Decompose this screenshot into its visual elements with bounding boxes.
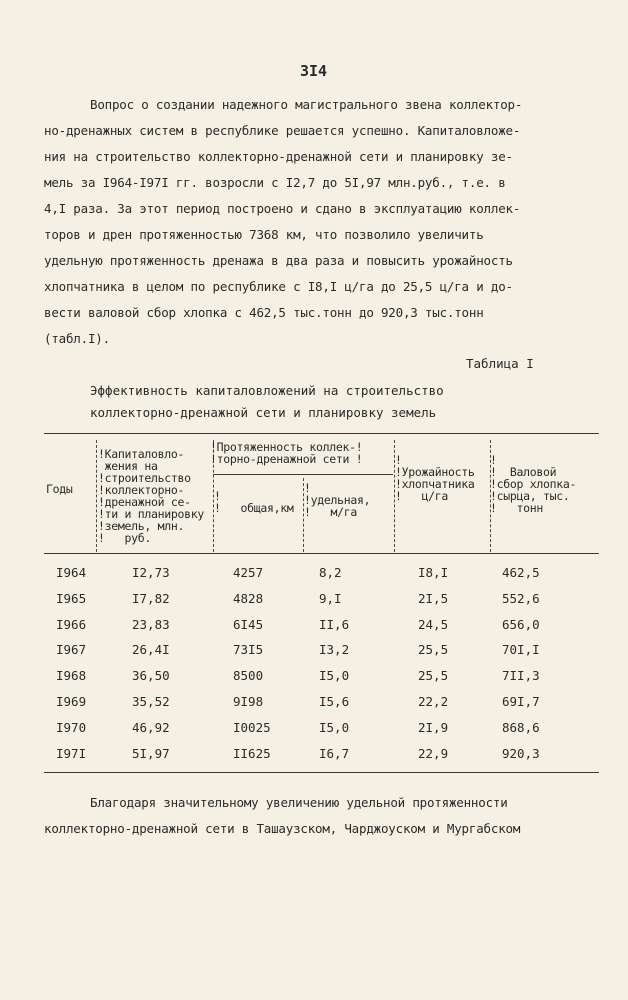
page-number: 3I4 — [300, 62, 328, 80]
cell-specific: I5,0 — [319, 668, 350, 683]
table-title-line: коллекторно-дренажной сети и планировку земель — [90, 405, 437, 420]
cell-capital: I7,82 — [132, 591, 170, 606]
cell-specific: I5,6 — [319, 694, 350, 709]
cell-yield: 2I,9 — [418, 720, 449, 735]
header-length-specific: ! !удельная, ! м/га — [304, 481, 371, 519]
cell-year: I97I — [56, 746, 87, 761]
table-row — [44, 591, 599, 616]
cell-gross: 552,6 — [502, 591, 540, 606]
intro-paragraph — [44, 92, 604, 352]
closing-paragraph — [44, 790, 604, 842]
cell-capital: 36,50 — [132, 668, 170, 683]
table-row — [44, 668, 599, 693]
cell-gross: 70I,I — [502, 642, 540, 657]
paragraph-line: ния на строительство коллекторно-дренажной сети и планировку зе- — [44, 149, 513, 164]
cell-yield: 2I,5 — [418, 591, 449, 606]
cell-gross: 656,0 — [502, 617, 540, 632]
paragraph-line: 4,I раза. За этот период построено и сдано в эксплуатацию коллек- — [44, 201, 521, 216]
cell-gross: 868,6 — [502, 720, 540, 735]
cell-total-km: II625 — [233, 746, 271, 761]
column-separator — [96, 440, 97, 552]
table-header-rule — [44, 553, 599, 554]
cell-total-km: I0025 — [233, 720, 271, 735]
table-row — [44, 746, 599, 771]
cell-year: I970 — [56, 720, 87, 735]
table-number-label: Таблица I — [466, 356, 534, 371]
cell-capital: 46,92 — [132, 720, 170, 735]
cell-yield: 24,5 — [418, 617, 449, 632]
table-row — [44, 720, 599, 745]
header-yield: ! !Урожайность !хлопчатника ! ц/га — [395, 453, 475, 503]
group-header-rule — [213, 474, 393, 475]
cell-yield: 25,5 — [418, 668, 449, 683]
cell-total-km: 9I98 — [233, 694, 264, 709]
paragraph-line: но-дренажных систем в республике решается успешно. Капиталовложе- — [44, 123, 521, 138]
cell-specific: II,6 — [319, 617, 350, 632]
paragraph-line: коллекторно-дренажной сети в Ташаузском, Чарджоуском и Мургабском — [44, 821, 521, 836]
cell-capital: 35,52 — [132, 694, 170, 709]
table-title — [90, 380, 444, 424]
paragraph-line: (табл.I). — [44, 331, 110, 346]
paragraph-line: вести валовой сбор хлопка с 462,5 тыс.тонн до 920,3 тыс.тонн — [44, 305, 484, 320]
table-row — [44, 617, 599, 642]
cell-specific: I5,0 — [319, 720, 350, 735]
paragraph-line: удельную протяженность дренажа в два раза и повысить урожайность — [44, 253, 513, 268]
cell-year: I966 — [56, 617, 87, 632]
paragraph-line: Благодаря значительному увеличению удельной протяженности — [90, 795, 508, 810]
table-top-rule — [44, 433, 599, 434]
table-row — [44, 642, 599, 667]
header-capital: !Капиталовло- жения на !строительство !коллекторно- !дренажной се- !ти и планировку !земель, млн. ! руб. — [98, 447, 204, 545]
cell-yield: 22,2 — [418, 694, 449, 709]
paragraph-line: мель за I964-I97I гг. возросли с I2,7 до 5I,97 млн.руб., т.е. в — [44, 175, 506, 190]
cell-yield: 22,9 — [418, 746, 449, 761]
header-length-total: ! ! общая,км — [214, 489, 294, 515]
cell-year: I969 — [56, 694, 87, 709]
cell-total-km: 4257 — [233, 565, 264, 580]
cell-gross: 462,5 — [502, 565, 540, 580]
cell-specific: 8,2 — [319, 565, 342, 580]
cell-gross: 7II,3 — [502, 668, 540, 683]
cell-total-km: 4828 — [233, 591, 264, 606]
cell-gross: 920,3 — [502, 746, 540, 761]
table-title-line: Эффективность капиталовложений на строительство — [90, 383, 444, 398]
cell-total-km: 6I45 — [233, 617, 264, 632]
cell-yield: 25,5 — [418, 642, 449, 657]
header-length-group: !Протяженность коллек-! !торно-дренажной сети ! — [210, 440, 363, 466]
cell-capital: I2,73 — [132, 565, 170, 580]
table-bottom-rule — [44, 772, 599, 773]
cell-gross: 69I,7 — [502, 694, 540, 709]
cell-capital: 26,4I — [132, 642, 170, 657]
cell-total-km: 73I5 — [233, 642, 264, 657]
table-row — [44, 565, 599, 590]
cell-yield: I8,I — [418, 565, 449, 580]
cell-capital: 23,83 — [132, 617, 170, 632]
paragraph-line: торов и дрен протяженностью 7368 км, что позволило увеличить — [44, 227, 484, 242]
cell-year: I964 — [56, 565, 87, 580]
cell-capital: 5I,97 — [132, 746, 170, 761]
cell-total-km: 8500 — [233, 668, 264, 683]
paragraph-line: хлопчатника в целом по республике с I8,I ц/га до 25,5 ц/га и до- — [44, 279, 513, 294]
cell-specific: I3,2 — [319, 642, 350, 657]
cell-specific: 9,I — [319, 591, 342, 606]
cell-specific: I6,7 — [319, 746, 350, 761]
table-row — [44, 694, 599, 719]
paragraph-line: Вопрос о создании надежного магистрального звена коллектор- — [90, 97, 523, 112]
cell-year: I967 — [56, 642, 87, 657]
cell-year: I968 — [56, 668, 87, 683]
header-years: Годы — [46, 482, 73, 496]
cell-year: I965 — [56, 591, 87, 606]
header-gross: ! ! Валовой !сбор хлопка- !сырца, тыс. ! тонн — [490, 453, 577, 515]
